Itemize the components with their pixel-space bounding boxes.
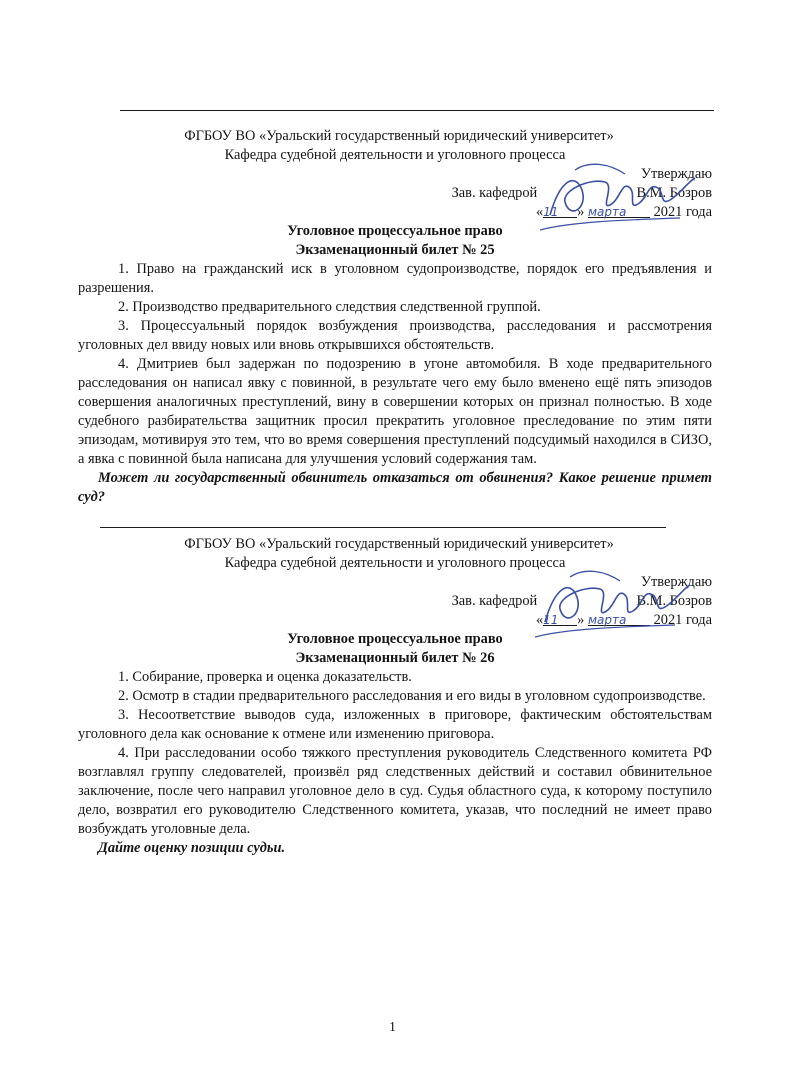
head-label: Зав. кафедрой: [451, 185, 538, 201]
department-name: Кафедра судебной деятельности и уголовного процесса: [224, 147, 566, 163]
approve-label: Утверждаю: [640, 574, 712, 590]
university-name: ФГБОУ ВО «Уральский государственный юридический университет»: [184, 536, 614, 552]
question-1: 1. Собирание, проверка и оценка доказательств.: [118, 669, 412, 685]
head-name: В.М. Бозров: [636, 185, 712, 201]
head-label: Зав. кафедрой: [451, 593, 538, 609]
ticket-number: Экзаменационный билет № 25: [295, 242, 495, 258]
question-3: 3. Несоответствие выводов суда, изложенных в приговоре, фактическим обстоятельствам уголовного дела как основание к отмене или изменению приговора.: [78, 707, 712, 742]
approval-date: «11 » марта 2021 года: [535, 612, 712, 628]
approve-label: Утверждаю: [640, 166, 712, 182]
task-question: Дайте оценку позиции судьи.: [98, 840, 286, 856]
department-name: Кафедра судебной деятельности и уголовного процесса: [224, 555, 566, 571]
subject-title: Уголовное процессуальное право: [287, 631, 503, 647]
ticket-number: Экзаменационный билет № 26: [295, 650, 495, 666]
question-4: 4. Дмитриев был задержан по подозрению в угоне автомобиля. В ходе предварительного расследования он написал явку с повинной, в результате чего ему было вменено ещё пять эпизодов совершения аналогичных преступлений, вину в совершении которых он признал полностью. В ходе судебного разбирательства защитник просил прекратить уголовное преследование по этим пяти эпизодам, мотивируя это тем, что во время совершения преступлений подсудимый находился в СИЗО, а явка с повинной была написана для улучшения условий содержания там.: [78, 356, 712, 467]
approval-date: «11 » марта 2021 года: [535, 204, 712, 220]
subject-title: Уголовное процессуальное право: [287, 223, 503, 239]
question-4: 4. При расследовании особо тяжкого преступления руководитель Следственного комитета РФ возглавлял группу следователей, произвёл ряд следственных действий и составил обвинительное заключение, после чего направил уголовное дело в суд. Судья областного суда, к которому поступило дело, возвратил его руководителю Следственного комитета, указав, что последний не имеет право возбуждать уголовные дела.: [78, 745, 712, 837]
question-2: 2. Производство предварительного следствия следственной группой.: [118, 299, 541, 315]
date-month: марта: [588, 203, 650, 218]
top-divider: [120, 110, 714, 111]
date-day: 11: [543, 611, 577, 626]
university-name: ФГБОУ ВО «Уральский государственный юридический университет»: [184, 128, 614, 144]
question-2: 2. Осмотр в стадии предварительного расследования и его виды в уголовном судопроизводстве.: [118, 688, 706, 704]
middle-divider: [100, 527, 666, 528]
date-month: марта: [588, 611, 650, 626]
head-name: В.М. Бозров: [636, 593, 712, 609]
signature-1: [530, 160, 700, 240]
page-number: 1: [389, 1020, 396, 1035]
signature-2: [525, 567, 695, 647]
date-day: 11: [543, 203, 577, 218]
task-question: Может ли государственный обвинитель отказаться от обвинения? Какое решение примет суд?: [78, 470, 712, 505]
question-1: 1. Право на гражданский иск в уголовном судопроизводстве, порядок его предъявления и разрешения.: [78, 261, 712, 296]
question-3: 3. Процессуальный порядок возбуждения производства, расследования и рассмотрения уголовных дел ввиду новых или вновь открывшихся обстоятельств.: [78, 318, 712, 353]
